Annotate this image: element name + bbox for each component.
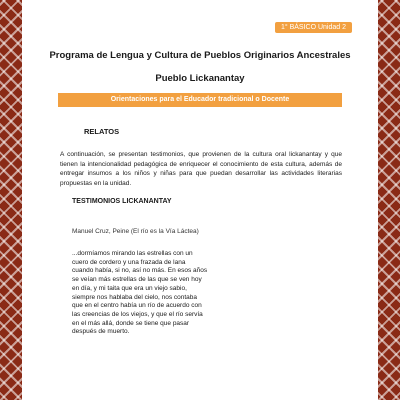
section-heading: RELATOS	[84, 127, 120, 136]
testimony-line: en día, y mi taita que era un viejo sabio,	[72, 284, 187, 292]
document-header	[34, 50, 366, 84]
testimony-line: ...dormíamos mirando las estrellas con un	[72, 250, 193, 257]
testimonios-heading: TESTIMONIOS LICKANANTAY	[72, 198, 172, 205]
orientation-banner: Orientaciones para el Educador tradicional o Docente	[58, 93, 342, 107]
testimony-line: se veían más estrellas de las que se ven hoy	[72, 276, 202, 284]
testimony-line: cuero de cordero y una frazada de lana	[72, 258, 186, 266]
decorative-border-right	[378, 0, 400, 400]
testimony-line: las creencias de los viejos, y que el río servía	[72, 310, 203, 318]
unit-tag: 1° BÁSICO Unidad 2	[275, 22, 352, 33]
testimony-line: que en el centro había un río de acuerdo con	[72, 302, 202, 310]
testimony-line: cuando había, si no, así no más. En esos años	[72, 267, 208, 275]
document-subtitle: Pueblo Lickanantay	[155, 73, 245, 84]
testimony-line: siempre nos hablaba del cielo, nos contaba	[72, 293, 198, 301]
testimony-line: en el más allá, donde se tiene que pasar	[72, 319, 190, 327]
decorative-border-left	[0, 0, 22, 400]
intro-paragraph: A continuación, se presentan testimonios, que provienen de la cultura oral lickanantay y que tienen la intencionalidad pedagógica de enriquecer el conocimiento de esta cultura, además de entregar insumos a los niños y niñas para que puedan desarrollar las actividades literarias propuestas en la unidad.	[60, 151, 342, 187]
testimony-text	[72, 250, 242, 337]
testimony-line: después de muerto.	[72, 328, 130, 336]
testimony-source: Manuel Cruz, Peine (El río es la Vía Láctea)	[72, 228, 199, 235]
document-title: Programa de Lengua y Cultura de Pueblos Originarios Ancestrales	[49, 50, 351, 61]
